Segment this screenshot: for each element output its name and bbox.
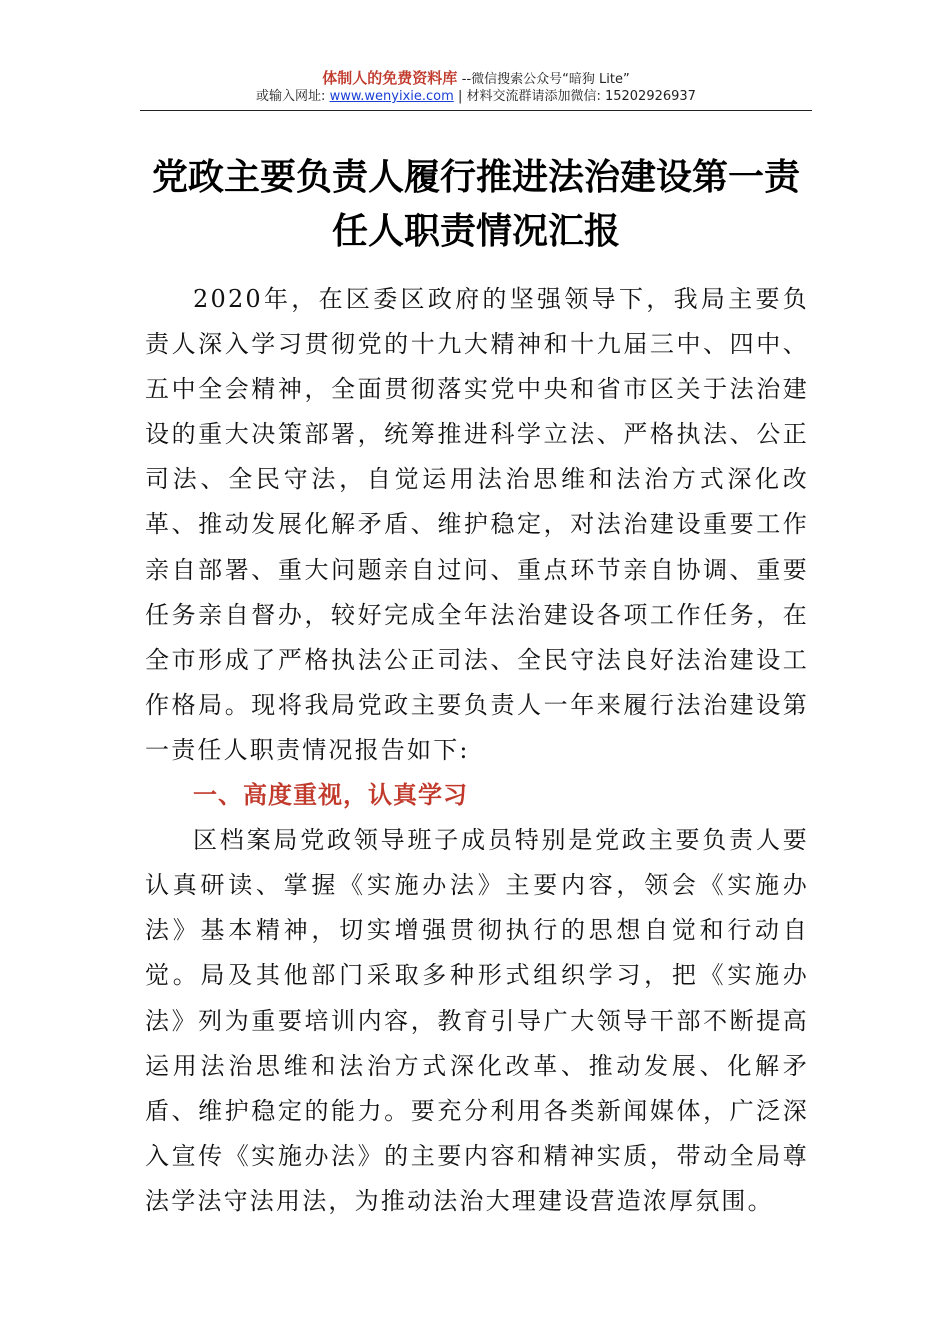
header-subtitle: --微信搜索公众号“暗狗 Lite” bbox=[461, 72, 630, 87]
header-url-prefix: 或输入网址: bbox=[256, 89, 326, 104]
intro-paragraph: 2020年，在区委区政府的坚强领导下，我局主要负责人深入学习贯彻党的十九大精神和十九届三中、四中、五中全会精神，全面贯彻落实党中央和省市区关于法治建设的重大决策部署，统筹推进科学立法、严格执法、公正司法、全民守法，自觉运用法治思维和法治方式深化改革、推动发展化解矛盾、维护稳定，对法治建设重要工作亲自部署、重大问题亲自过问、重点环节亲自协调、重要任务亲自督办，较好完成全年法治建设各项工作任务，在全市形成了严格执法公正司法、全民守法良好法治建设工作格局。现将我局党政主要负责人一年来履行法治建设第一责任人职责情况报告如下: bbox=[145, 285, 809, 764]
header-divider bbox=[140, 110, 812, 111]
document-body bbox=[145, 277, 809, 1224]
document-title: 党政主要负责人履行推进法治建设第一责任人职责情况汇报 bbox=[151, 156, 800, 252]
section-1-paragraph: 区档案局党政领导班子成员特别是党政主要负责人要认真研读、掌握《实施办法》主要内容，领会《实施办法》基本精神，切实增强贯彻执行的思想自觉和行动自觉。局及其他部门采取多种形式组织学习，把《实施办法》列为重要培训内容，教育引导广大领导干部不断提高运用法治思维和法治方式深化改革、推动发展、化解矛盾、维护稳定的能力。要充分利用各类新闻媒体，广泛深入宣传《实施办法》的主要内容和精神实质，带动全局尊法学法守法用法，为推动法治大理建设营造浓厚氛围。 bbox=[145, 826, 809, 1215]
header-line-2 bbox=[140, 88, 812, 106]
header-line-1 bbox=[140, 68, 812, 88]
header-url-link[interactable]: www.wenyixie.com bbox=[329, 89, 454, 104]
section-1-heading: 一、高度重视，认真学习 bbox=[193, 781, 468, 810]
page-header bbox=[140, 68, 812, 106]
header-brand: 体制人的免费资料库 bbox=[322, 69, 458, 87]
header-contact: | 材料交流群请添加微信: 15202926937 bbox=[457, 89, 696, 104]
